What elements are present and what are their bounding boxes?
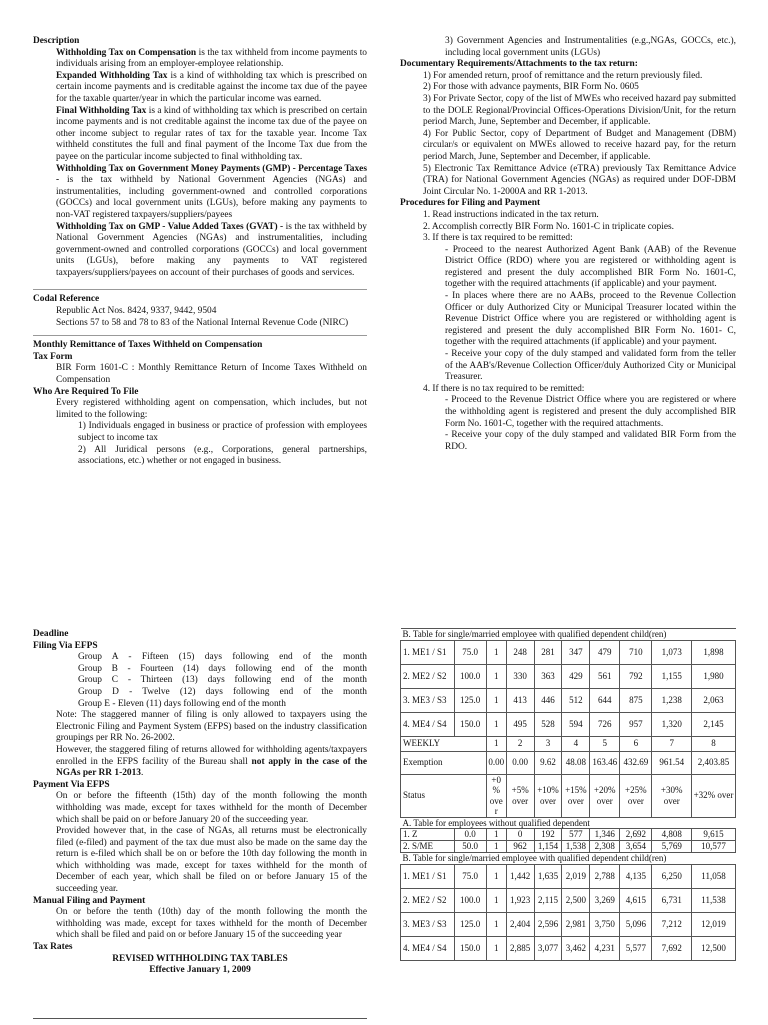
table-cell: 961.54: [652, 751, 692, 774]
table-cell: 5,577: [620, 936, 652, 960]
table-cell: 1: [486, 829, 506, 841]
procedure-step: 1. Read instructions indicated in the tax return.: [423, 209, 599, 220]
row-label: 2. ME2 / S2: [401, 888, 455, 912]
table-cell: 479: [590, 640, 620, 664]
table-cell: 2,403.85: [692, 751, 736, 774]
docreq-item: 3) For Private Sector, copy of the list of MWEs who received hazard pay submitted to the DOLE Regional/Provincial Offices-Operations Division/Unit, for the return period March, June, September and December, if applicable.: [423, 93, 736, 128]
table-cell: 1,073: [652, 640, 692, 664]
table-cell: 5: [590, 736, 620, 751]
table-cell: 1: [486, 864, 506, 888]
table-cell: 3,077: [534, 936, 562, 960]
table-cell: 1,923: [506, 888, 534, 912]
group-line: Group A - Fifteen (15) days following end of the month: [78, 652, 367, 663]
table-cell: +10% over: [534, 774, 562, 817]
procedure-step: 3. If there is tax required to be remitted:: [423, 233, 573, 244]
docreq-item: 2) For those with advance payments, BIR Form No. 0605: [423, 82, 639, 93]
procedure-substep: - In places where there are no AABs, proceed to the Revenue Collection Officer or duly Authorized City or Municipal Treasurer located within the Revenue District Office where you are registered or withholding agent is registered and present the duly accomplished BIR Form No. 1601- C, together with the required attachments (if applicable) and your payment.: [445, 291, 736, 348]
table-cell: 100.0: [454, 664, 486, 688]
docreq-item: 4) For Public Sector, copy of Department of Budget and Management (DBM) circular/s or equivalent on MWEs allowed to receive hazard pay, for the return period March, June, September and December, if applicable.: [423, 128, 736, 162]
group-line: Group E - Eleven (11) days following end of the month: [78, 698, 286, 709]
taxrates-heading: Tax Rates: [33, 942, 73, 953]
taxform-heading: Tax Form: [33, 351, 73, 362]
procedure-substep: - Proceed to the nearest Authorized Agent Bank (AAB) of the Revenue District Office (RDO) where you are registered or withholding agent is registered and present the duly accomplished BIR Form No. 1601-C, together with the required attachments (if applicable) and your payment.: [445, 244, 736, 290]
table-cell: 50.0: [454, 841, 486, 853]
table-cell: 12,500: [692, 936, 736, 960]
table-row: [401, 664, 736, 688]
table-caption: B. Table for single/married employee with qualified dependent child(ren): [401, 853, 736, 865]
table-cell: 0.00: [486, 751, 506, 774]
table-cell: 5,769: [652, 841, 692, 853]
table-row: [401, 640, 736, 664]
table-cell: 4: [562, 736, 590, 751]
table-cell: 7: [652, 736, 692, 751]
row-label: 1. ME1 / S1: [401, 864, 455, 888]
table-cell: 1: [486, 664, 506, 688]
wtc-paragraph: Withholding Tax on Compensation is the tax withheld from income payments to individuals arising from an employer-employee relationship.: [56, 47, 367, 70]
table-cell: 3,269: [590, 888, 620, 912]
table-caption: B. Table for single/married employee with qualified dependent child(ren): [401, 629, 736, 641]
codal-line: Republic Act Nos. 8424, 9337, 9442, 9504: [56, 306, 217, 317]
table-cell: 2,788: [590, 864, 620, 888]
group-line: Group C - Thirteen (13) days following end of the month: [78, 675, 367, 686]
table-cell: +30% over: [652, 774, 692, 817]
table-cell: 2,596: [534, 912, 562, 936]
table-cell: 281: [534, 640, 562, 664]
table-row: [401, 774, 736, 817]
table-cell: 7,692: [652, 936, 692, 960]
table-cell: 6: [620, 736, 652, 751]
table-cell: 6,731: [652, 888, 692, 912]
manual-text: On or before the tenth (10th) day of the month following the month the withholding was made, except for taxes withheld for the month of December which shall be filed and paid on or before January 15 of the succeeding year: [56, 907, 367, 941]
who-item: 1) Individuals engaged in business or practice of profession with employees subject to income tax: [78, 421, 367, 443]
who-item: 3) Government Agencies and Instrumentalities (e.g.,NGAs, GOCCs, etc.), including local government units (LGUs): [445, 36, 736, 58]
table-cell: 5,096: [620, 912, 652, 936]
table-cell: 495: [506, 712, 534, 736]
table-cell: 512: [562, 688, 590, 712]
table-cell: +5% over: [506, 774, 534, 817]
table-cell: 3,462: [562, 936, 590, 960]
table-cell: 1: [486, 888, 506, 912]
table-cell: 1,635: [534, 864, 562, 888]
table-cell: 3,654: [620, 841, 652, 853]
table-cell: 2,063: [692, 688, 736, 712]
row-label: Exemption: [401, 751, 487, 774]
table-cell: 1: [486, 936, 506, 960]
who-heading: Who Are Required To File: [33, 386, 139, 397]
manual-heading: Manual Filing and Payment: [33, 895, 146, 906]
table-cell: 1,538: [562, 841, 590, 853]
monthly-heading: Monthly Remittance of Taxes Withheld on Compensation: [33, 340, 263, 351]
table-row: [401, 936, 736, 960]
description-heading: Description: [33, 36, 80, 46]
table-cell: 2,692: [620, 829, 652, 841]
row-label: 3. ME3 / S3: [401, 912, 455, 936]
table-cell: 11,538: [692, 888, 736, 912]
table-cell: 6,250: [652, 864, 692, 888]
table-caption-row: [401, 817, 736, 829]
table-cell: 413: [506, 688, 534, 712]
provided-text: Provided however that, in the case of NGAs, all returns must be electronically filed (e-filed) and payment of the tax due must also be made on the same day the return is e-filed which shall be on or before the 10th day following the month in which withholding was made, except for taxes withheld for the month of December of each year, which shall be filed on or before January 15 of the succeeding year.: [56, 826, 367, 895]
group-line: Group B - Fourteen (14) days following end of the month: [78, 663, 367, 674]
payment-heading: Payment Via EFPS: [33, 779, 110, 790]
table-cell: 150.0: [454, 936, 486, 960]
table-caption: A. Table for employees without qualified dependent: [401, 817, 736, 829]
row-label: 1. Z: [401, 829, 455, 841]
table-row: [401, 864, 736, 888]
table-row: [401, 751, 736, 774]
table-cell: 1,320: [652, 712, 692, 736]
gmp-paragraph: Withholding Tax on Government Money Payments (GMP) - Percentage Taxes - is the tax withheld by National Government Agencies (NGAs) and instrumentalities, including government-owned and controlled corporations (GOCCs) and local government units (LGUs), before making any payments to non-VAT registered taxpayers/suppliers/payees: [56, 163, 367, 220]
table-cell: 11,058: [692, 864, 736, 888]
who-text: Every registered withholding agent on compensation, which includes, but not limited to the following:: [56, 398, 367, 420]
procedures-heading: Procedures for Filing and Payment: [400, 198, 541, 209]
table-row: [401, 912, 736, 936]
table-caption-row: [401, 629, 736, 641]
divider: [33, 289, 367, 290]
procedure-substep: - Receive your copy of the duly stamped and validated form from the teller of the AAB's/Revenue Collection Officer/duly Authorized City or Municipal Treasurer.: [445, 349, 736, 383]
row-label: 4. ME4 / S4: [401, 936, 455, 960]
table-cell: 1: [486, 640, 506, 664]
table-cell: 792: [620, 664, 652, 688]
divider: [33, 335, 367, 336]
table-cell: 9,615: [692, 829, 736, 841]
table-cell: 125.0: [454, 688, 486, 712]
table-cell: +25% over: [620, 774, 652, 817]
docreq-item: 1) For amended return, proof of remittance and the return previously filed.: [423, 70, 703, 81]
fwt-paragraph: Final Withholding Tax is a kind of withholding tax which is prescribed on certain income payments and is not creditable against the income tax due of the payee on other income subject to regular rates of tax for the taxable year. Income Tax withheld constitutes the full and final payment of the Income Tax due from the payee on the particular income subjected to final withholding tax.: [56, 105, 368, 162]
table-row: [401, 688, 736, 712]
table-cell: 594: [562, 712, 590, 736]
table-cell: 1: [486, 736, 506, 751]
table-cell: 1,442: [506, 864, 534, 888]
table-cell: 9.62: [534, 751, 562, 774]
table-cell: 528: [534, 712, 562, 736]
procedure-substep: - Proceed to the Revenue District Office where you are registered or where the withholding agent is registered and present the duly accomplished BIR Form No. 1601-C, together with the required attachments.: [445, 395, 736, 429]
deadline-heading: Deadline: [33, 629, 69, 639]
table-cell: 125.0: [454, 912, 486, 936]
table-cell: 1,238: [652, 688, 692, 712]
docreq-item: 5) Electronic Tax Remittance Advice (eTRA) previously Tax Remittance Advice (TRA) for National Government Agencies (NGAs) as required under DOF-DBM Joint Circular No. 1-2000A and RR 1-2013.: [423, 163, 736, 197]
table-cell: 2,500: [562, 888, 590, 912]
revised-title: REVISED WITHHOLDING TAX TABLES: [112, 953, 288, 964]
table-row: [401, 712, 736, 736]
table-cell: 1: [486, 688, 506, 712]
table-cell: 330: [506, 664, 534, 688]
effective-date: Effective January 1, 2009: [149, 965, 251, 976]
efps-heading: Filing Via EFPS: [33, 640, 98, 651]
row-label: 2. ME2 / S2: [401, 664, 455, 688]
table-cell: 4,231: [590, 936, 620, 960]
docreq-heading: Documentary Requirements/Attachments to the tax return:: [400, 59, 638, 70]
table-cell: 2,115: [534, 888, 562, 912]
table-cell: 3: [534, 736, 562, 751]
table-cell: 150.0: [454, 712, 486, 736]
right-column-top: [400, 36, 736, 453]
efps-note: Note: The staggered manner of filing is only allowed to taxpayers using the Electronic Filing and Payment System (EFPS) based on the industry classification groupings per RR No. 26-2002.: [56, 710, 367, 744]
table-cell: 4,808: [652, 829, 692, 841]
group-line: Group D - Twelve (12) days following end of the month: [78, 686, 367, 697]
table-cell: 561: [590, 664, 620, 688]
table-cell: +0 % ove r: [486, 774, 506, 817]
table-cell: 957: [620, 712, 652, 736]
table-cell: 2,019: [562, 864, 590, 888]
table-row: [401, 736, 736, 751]
table-cell: 726: [590, 712, 620, 736]
table-row: [401, 841, 736, 853]
row-label: WEEKLY: [401, 736, 487, 751]
table-caption-row: [401, 853, 736, 865]
table-cell: 1: [486, 912, 506, 936]
table-cell: 2,885: [506, 936, 534, 960]
table-cell: 48.08: [562, 751, 590, 774]
table-cell: 962: [506, 841, 534, 853]
table-cell: 1: [486, 841, 506, 853]
row-label: 3. ME3 / S3: [401, 688, 455, 712]
procedure-step: 4. If there is no tax required to be remitted:: [423, 383, 585, 394]
row-label: 1. ME1 / S1: [401, 640, 455, 664]
table-cell: 2,145: [692, 712, 736, 736]
procedure-step: 2. Accomplish correctly BIR Form No. 1601-C in triplicate copies.: [423, 221, 674, 232]
table-cell: 432.69: [620, 751, 652, 774]
table-cell: 1,154: [534, 841, 562, 853]
row-label: Status: [401, 774, 487, 817]
withholding-tax-table: [400, 628, 736, 961]
payment-text: On or before the fifteenth (15th) day of the month following the month withholding was made, except for taxes withheld for the month of December which shall be paid on or before January 20 of the succeeding year.: [56, 791, 367, 825]
table-cell: +15% over: [562, 774, 590, 817]
gvat-paragraph: Withholding Tax on GMP - Value Added Taxes (GVAT) - is the tax withheld by National Government Agencies (NGAs) and instrumentalities, including government-owned and controlled corporations (GOCCs) and local government units (LGUs), before making any payments to VAT registered taxpayers/suppliers/payees on account of their purchases of goods and services.: [56, 221, 367, 278]
table-cell: 2,981: [562, 912, 590, 936]
table-cell: +20% over: [590, 774, 620, 817]
table-cell: 446: [534, 688, 562, 712]
table-cell: 4,615: [620, 888, 652, 912]
taxform-text: BIR Form 1601-C : Monthly Remittance Return of Income Taxes Withheld on Compensation: [56, 363, 367, 386]
table-cell: 363: [534, 664, 562, 688]
table-cell: 75.0: [454, 640, 486, 664]
table-row: [401, 829, 736, 841]
table-cell: 577: [562, 829, 590, 841]
table-cell: 2,308: [590, 841, 620, 853]
codal-line: Sections 57 to 58 and 78 to 83 of the National Internal Revenue Code (NIRC): [56, 317, 349, 328]
left-column-bottom: [33, 629, 367, 977]
ewt-paragraph: Expanded Withholding Tax is a kind of withholding tax which is prescribed on certain income payments and is creditable against the income tax due of the payee for the taxable quarter/year in which the particular income was earned.: [56, 70, 367, 104]
left-column-top: [33, 36, 367, 468]
table-cell: 12,019: [692, 912, 736, 936]
table-cell: 644: [590, 688, 620, 712]
codal-heading: Codal Reference: [33, 294, 100, 305]
table-cell: 7,212: [652, 912, 692, 936]
table-cell: 710: [620, 640, 652, 664]
table-cell: 1,980: [692, 664, 736, 688]
table-cell: 100.0: [454, 888, 486, 912]
table-cell: 0.0: [454, 829, 486, 841]
table-row: [401, 888, 736, 912]
table-cell: 8: [692, 736, 736, 751]
table-cell: +32% over: [692, 774, 736, 817]
however-text: However, the staggered filing of returns allowed for withholding agents/taxpayers enrolled in the EFPS facility of the Bureau shall not apply in the case of the NGAs per RR 1-2013.: [56, 744, 368, 779]
table-cell: 1: [486, 712, 506, 736]
table-cell: 2: [506, 736, 534, 751]
table-cell: 192: [534, 829, 562, 841]
table-cell: 429: [562, 664, 590, 688]
table-cell: 163.46: [590, 751, 620, 774]
table-cell: 248: [506, 640, 534, 664]
table-cell: 10,577: [692, 841, 736, 853]
table-cell: 1,346: [590, 829, 620, 841]
table-cell: 875: [620, 688, 652, 712]
table-cell: 0.00: [506, 751, 534, 774]
table-cell: 75.0: [454, 864, 486, 888]
table-cell: 0: [506, 829, 534, 841]
table-cell: 4,135: [620, 864, 652, 888]
who-item: 2) All Juridical persons (e.g., Corporations, general partnerships, associations, etc.) whether or not engaged in business.: [78, 444, 367, 467]
table-cell: 347: [562, 640, 590, 664]
table-cell: 1,155: [652, 664, 692, 688]
procedure-substep: - Receive your copy of the duly stamped and validated BIR Form from the RDO.: [445, 430, 736, 452]
table-cell: 3,750: [590, 912, 620, 936]
row-label: 2. S/ME: [401, 841, 455, 853]
row-label: 4. ME4 / S4: [401, 712, 455, 736]
table-cell: 1,898: [692, 640, 736, 664]
table-cell: 2,404: [506, 912, 534, 936]
